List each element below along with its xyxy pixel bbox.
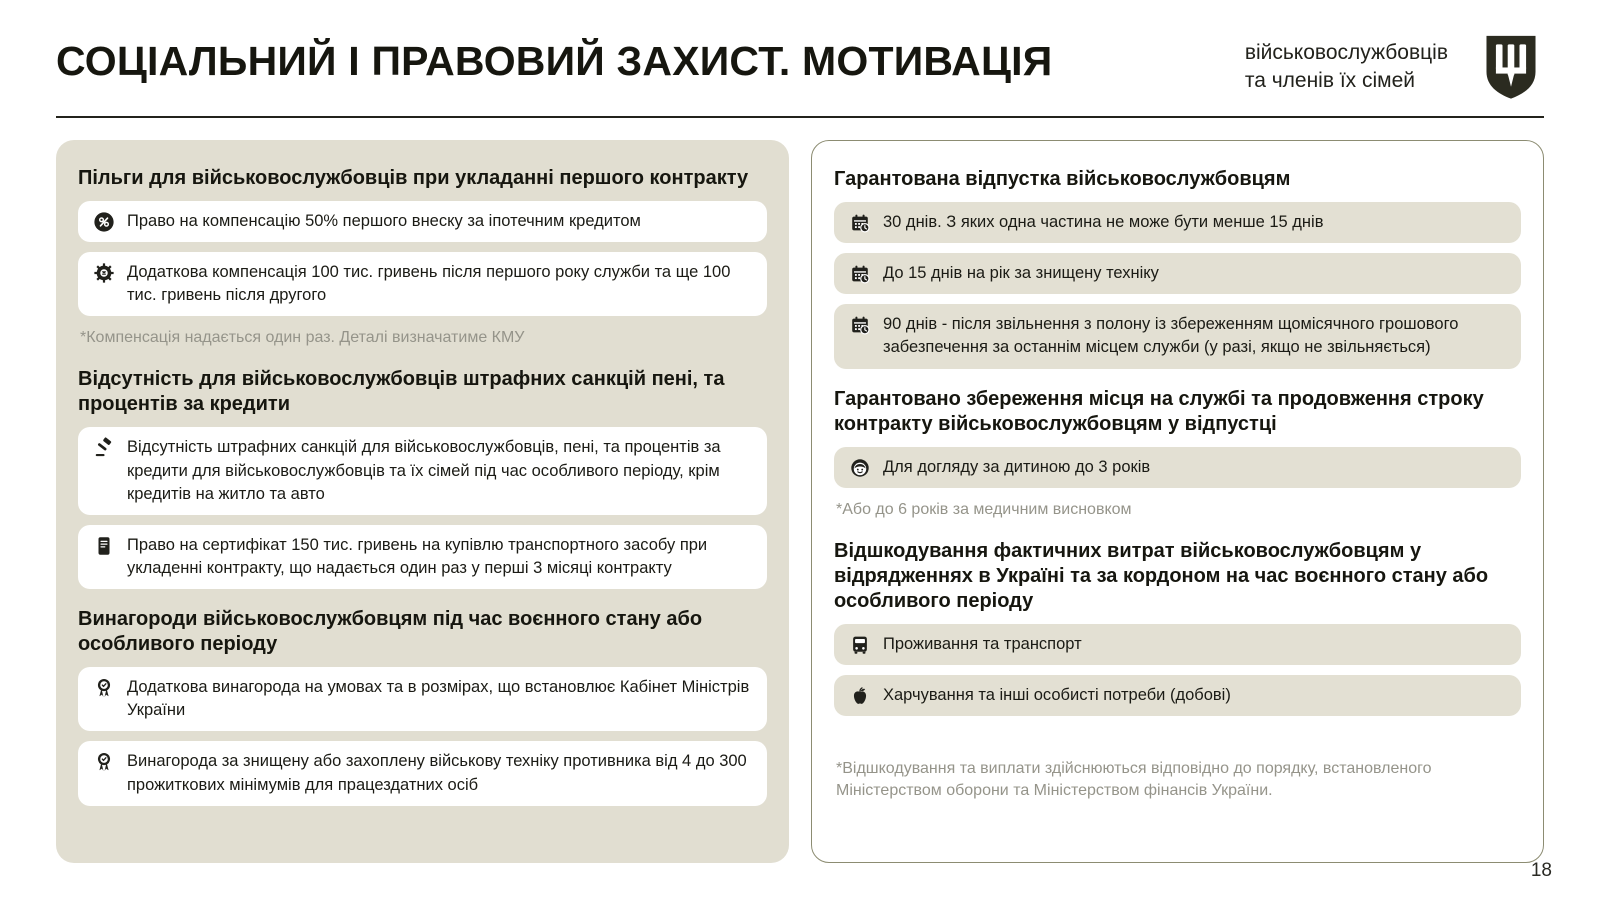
medal-icon — [93, 751, 115, 773]
section-heading: Відсутність для військовослужбовців штрафних санкцій пені, та процентів за кредити — [78, 368, 725, 416]
bus-icon — [849, 634, 871, 656]
card-text: 90 днів - після звільнення з полону із збереженням щомісячного грошового забезпечення за останнім місцем служби (у разі, якщо не звільняється) — [883, 315, 1459, 357]
card-text: Право на сертифікат 150 тис. гривень на купівлю транспортного засобу при укладенні контракту, що надається один раз у перші 3 місяці контракту — [127, 535, 708, 577]
section — [834, 167, 1521, 369]
header-right — [1245, 34, 1540, 100]
section — [78, 607, 767, 806]
slide-header — [56, 32, 1544, 100]
card-text: Проживання та транспорт — [883, 635, 1082, 654]
child-icon — [849, 457, 871, 479]
section — [834, 539, 1521, 802]
calendar-icon — [849, 212, 871, 234]
subtitle-line-2: та членів їх сімей — [1244, 69, 1416, 92]
benefit-card — [834, 304, 1521, 368]
percent-icon — [93, 211, 115, 233]
section — [78, 367, 767, 589]
header-subtitle — [1245, 39, 1448, 96]
subtitle-line-1: військовослужбовців — [1244, 40, 1448, 64]
benefit-card — [78, 525, 767, 589]
page-number: 18 — [1530, 860, 1552, 881]
benefit-card — [78, 427, 767, 514]
shield-trident-logo — [1482, 34, 1540, 100]
benefit-card — [834, 624, 1521, 665]
benefit-card — [78, 667, 767, 731]
card-text: Право на компенсацію 50% першого внеску за іпотечним кредитом — [127, 212, 641, 231]
card-text: Додаткова винагорода на умовах та в розмірах, що встановлює Кабінет Міністрів України — [127, 678, 750, 720]
certificate-icon — [93, 535, 115, 557]
section-heading: Відшкодування фактичних витрат військовослужбовцям у відрядженнях в Україні та за кордоном на час воєнного стану або особливого періоду — [834, 539, 1489, 612]
section — [78, 166, 767, 349]
left-panel — [56, 140, 789, 863]
coin-icon — [93, 262, 115, 284]
section-heading: Гарантовано збереження місця на службі та продовження строку контракту військовослужбовцям у відпустці — [834, 387, 1484, 435]
gavel-icon — [93, 437, 115, 459]
benefit-card — [834, 202, 1521, 243]
card-text: Для догляду за дитиною до 3 років — [883, 457, 1151, 476]
header-divider — [56, 116, 1544, 118]
benefit-card — [834, 253, 1521, 294]
calendar-icon — [849, 314, 871, 336]
footnote: *Або до 6 років за медичним висновком — [836, 501, 1132, 519]
footnote: *Відшкодування та виплати здійснюються відповідно до порядку, встановленого Міністерством оборони та Міністерством фінансів України. — [836, 760, 1432, 799]
card-text: До 15 днів на рік за знищену техніку — [883, 264, 1159, 283]
section-heading: Винагороди військовослужбовцям під час воєнного стану або особливого періоду — [78, 607, 703, 656]
right-panel — [811, 140, 1544, 863]
card-text: Відсутність штрафних санкцій для військовослужбовців, пені, та процентів за кредити для військовослужбовців та їх сімей під час особливого періоду, крім кредитів на житло та авто — [127, 438, 721, 503]
benefit-card — [834, 447, 1521, 488]
card-text: Додаткова компенсація 100 тис. гривень після першого року служби та ще 100 тис. гривень після другого — [127, 263, 731, 305]
benefit-card — [78, 201, 767, 242]
benefit-card — [834, 675, 1521, 716]
benefit-card — [78, 252, 767, 316]
card-text: Харчування та інші особисті потреби (добові) — [883, 686, 1231, 705]
card-text: Винагорода за знищену або захоплену військову техніку противника від 4 до 300 прожиткових мінімумів для працездатних осіб — [127, 752, 747, 794]
card-text: 30 днів. З яких одна частина не може бути менше 15 днів — [883, 213, 1324, 232]
medal-icon — [93, 677, 115, 699]
benefit-card — [78, 741, 767, 805]
apple-icon — [849, 685, 871, 707]
page-title: СОЦІАЛЬНИЙ І ПРАВОВИЙ ЗАХИСТ. МОТИВАЦІЯ — [56, 38, 1053, 84]
section — [834, 387, 1521, 521]
content-columns — [56, 140, 1544, 863]
footnote: *Компенсація надається один раз. Деталі визначатиме КМУ — [80, 329, 525, 347]
section-heading: Гарантована відпустка військовослужбовцям — [834, 168, 1291, 190]
calendar-icon — [849, 263, 871, 285]
section-heading: Пільги для військовослужбовців при укладанні першого контракту — [78, 167, 749, 189]
